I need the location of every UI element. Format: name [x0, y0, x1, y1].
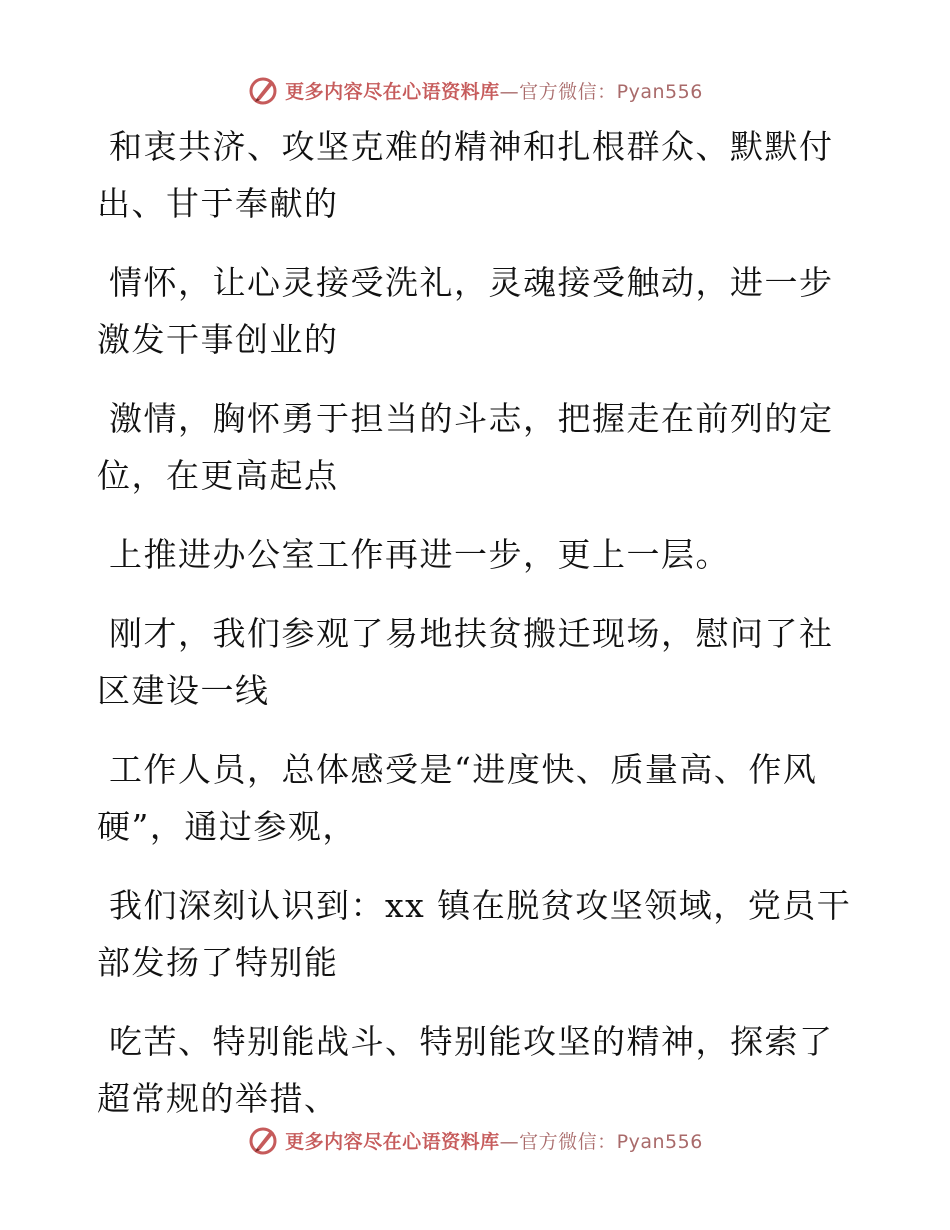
- paragraph: [97, 526, 857, 583]
- paragraph-line: 我们深刻认识到：xx 镇在脱贫攻坚领域，党员干: [109, 886, 852, 925]
- paragraph-line: 出、甘于奉献的: [97, 184, 339, 223]
- watermark-text: [285, 1127, 703, 1154]
- paragraph-line: 部发扬了特别能: [97, 943, 339, 982]
- watermark-text: [285, 77, 703, 104]
- paragraph: [97, 118, 857, 232]
- paragraph-line: 吃苦、特别能战斗、特别能攻坚的精神，探索了: [109, 1022, 834, 1061]
- paragraph: [97, 1013, 857, 1127]
- paragraph-line: 区建设一线: [97, 671, 270, 710]
- paragraph: [97, 605, 857, 719]
- header-watermark: [0, 70, 950, 110]
- watermark-text-sub: —官方微信：Pyan556: [499, 80, 703, 103]
- paragraph: [97, 390, 857, 504]
- footer-watermark: [0, 1120, 950, 1160]
- paragraph: [97, 741, 857, 855]
- paragraph-line: 位，在更高起点: [97, 456, 339, 495]
- quill-pen-icon: [247, 1124, 279, 1156]
- paragraph-line: 工作人员，总体感受是“进度快、质量高、作风: [109, 750, 818, 789]
- watermark-text-main: 更多内容尽在心语资料库: [285, 1130, 500, 1153]
- paragraph-line: 激发干事创业的: [97, 320, 339, 359]
- paragraph-line: 情怀，让心灵接受洗礼，灵魂接受触动，进一步: [109, 263, 834, 302]
- paragraph-line: 超常规的举措、: [97, 1079, 339, 1118]
- document-body: [97, 118, 857, 1149]
- paragraph-line: 刚才，我们参观了易地扶贫搬迁现场，慰问了社: [109, 614, 834, 653]
- paragraph: [97, 254, 857, 368]
- paragraph: [97, 877, 857, 991]
- paragraph-line: 硬”，通过参观，: [97, 807, 357, 846]
- watermark-text-sub: —官方微信：Pyan556: [499, 1130, 703, 1153]
- watermark-text-main: 更多内容尽在心语资料库: [285, 80, 500, 103]
- paragraph-line: 上推进办公室工作再进一步，更上一层。: [109, 535, 730, 574]
- paragraph-line: 和衷共济、攻坚克难的精神和扎根群众、默默付: [109, 127, 834, 166]
- paragraph-line: 激情，胸怀勇于担当的斗志，把握走在前列的定: [109, 399, 834, 438]
- quill-pen-icon: [247, 74, 279, 106]
